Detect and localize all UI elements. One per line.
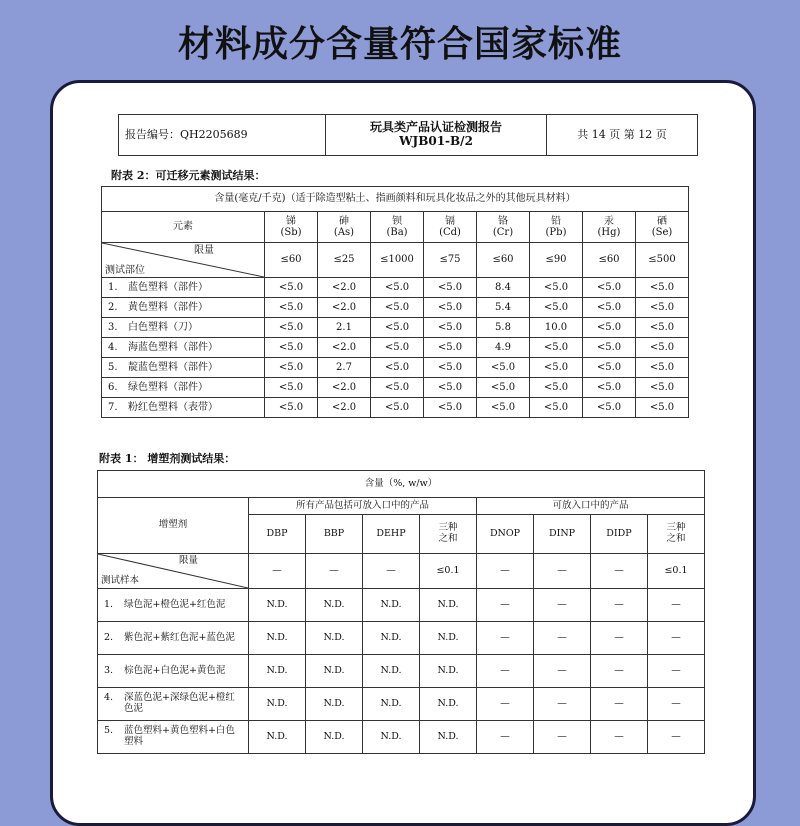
result-value: <5.0	[371, 298, 424, 318]
result-value: N.D.	[420, 622, 477, 655]
result-value: —	[534, 721, 591, 754]
result-value: <5.0	[636, 278, 689, 298]
part-name: 靛蓝色塑料（部件）	[128, 361, 218, 373]
table-row	[102, 278, 689, 298]
plasticizer-limit: —	[534, 554, 591, 589]
element-header	[636, 212, 689, 243]
result-value: <5.0	[583, 318, 636, 338]
element-limit: ≤60	[265, 243, 318, 278]
row-number: 3.	[104, 664, 114, 676]
result-value: 2.7	[318, 358, 371, 378]
page-count: 共 14 页 第 12 页	[547, 115, 698, 156]
table2	[101, 186, 689, 418]
plasticizer-column: BBP	[306, 515, 363, 554]
result-value: <5.0	[583, 298, 636, 318]
report-card	[50, 80, 756, 826]
result-value: N.D.	[363, 622, 420, 655]
sample-name: 绿色泥+橙色泥+红色泥	[124, 598, 226, 610]
result-value: N.D.	[249, 589, 306, 622]
table-row	[102, 358, 689, 378]
result-value: <5.0	[265, 318, 318, 338]
element-limit: ≤75	[424, 243, 477, 278]
table-row	[98, 589, 705, 622]
result-value: <2.0	[318, 278, 371, 298]
result-value: N.D.	[306, 655, 363, 688]
result-value: <5.0	[583, 358, 636, 378]
result-value: <5.0	[530, 298, 583, 318]
result-value: N.D.	[363, 655, 420, 688]
element-name: 镉	[445, 215, 455, 227]
result-value: 10.0	[530, 318, 583, 338]
result-value: N.D.	[420, 589, 477, 622]
plasticizer-limit: ≤0.1	[420, 554, 477, 589]
result-value: 4.9	[477, 338, 530, 358]
row-number: 1.	[104, 598, 114, 610]
group2-header: 可放入口中的产品	[477, 498, 705, 515]
plasticizer-limit: —	[477, 554, 534, 589]
result-value: —	[477, 721, 534, 754]
result-value: 8.4	[477, 278, 530, 298]
test-part	[102, 338, 265, 358]
element-name: 锑	[286, 215, 296, 227]
part-name: 黄色塑料（部件）	[128, 301, 208, 313]
result-value: <5.0	[583, 338, 636, 358]
element-limit: ≤25	[318, 243, 371, 278]
element-name: 汞	[604, 215, 614, 227]
result-value: —	[534, 688, 591, 721]
result-value: <5.0	[265, 398, 318, 418]
result-value: —	[534, 622, 591, 655]
element-symbol: (Sb)	[280, 227, 302, 238]
element-name: 砷	[339, 215, 349, 227]
result-value: <5.0	[530, 398, 583, 418]
result-value: <2.0	[318, 378, 371, 398]
result-value: <2.0	[318, 298, 371, 318]
result-value: N.D.	[306, 589, 363, 622]
test-part	[102, 278, 265, 298]
plasticizer-column: DIDP	[591, 515, 648, 554]
result-value: <5.0	[424, 358, 477, 378]
result-value: <5.0	[371, 358, 424, 378]
element-header	[477, 212, 530, 243]
result-value: —	[648, 655, 705, 688]
result-value: <5.0	[371, 318, 424, 338]
result-value: —	[534, 589, 591, 622]
result-value: —	[591, 721, 648, 754]
row-number: 1.	[108, 281, 118, 293]
element-name: 铬	[498, 215, 508, 227]
result-value: <5.0	[636, 358, 689, 378]
plasticizer-limit: —	[591, 554, 648, 589]
test-sample	[98, 688, 249, 721]
result-value: <5.0	[583, 398, 636, 418]
part-label: 测试部位	[105, 264, 145, 276]
part-name: 白色塑料（刀）	[128, 321, 198, 333]
plasticizer-limit: —	[363, 554, 420, 589]
sample-name: 棕色泥+白色泥+黄色泥	[124, 664, 226, 676]
result-value: N.D.	[363, 721, 420, 754]
plasticizer-column: 三种 之和	[648, 515, 705, 554]
result-value: —	[477, 688, 534, 721]
element-header	[424, 212, 477, 243]
result-value: —	[648, 589, 705, 622]
result-value: —	[477, 655, 534, 688]
limit-part-cell	[102, 243, 265, 278]
result-value: —	[591, 589, 648, 622]
result-value: —	[591, 688, 648, 721]
result-value: <5.0	[636, 398, 689, 418]
element-limit: ≤500	[636, 243, 689, 278]
row-number: 5.	[104, 725, 114, 737]
result-value: N.D.	[420, 655, 477, 688]
element-limit: ≤1000	[371, 243, 424, 278]
part-name: 海蓝色塑料（部件）	[128, 341, 218, 353]
test-part	[102, 318, 265, 338]
table-row	[98, 721, 705, 754]
limit-label: 限量	[194, 245, 214, 256]
result-value: N.D.	[363, 589, 420, 622]
result-value: <5.0	[371, 338, 424, 358]
element-symbol: (Cr)	[492, 227, 514, 238]
result-value: —	[591, 655, 648, 688]
element-symbol: (Hg)	[597, 227, 621, 238]
result-value: —	[534, 655, 591, 688]
result-value: —	[648, 688, 705, 721]
report-number: 报告编号：QH2205689	[119, 115, 326, 156]
element-label: 元素	[102, 212, 265, 243]
result-value: <5.0	[477, 378, 530, 398]
result-value: <5.0	[477, 358, 530, 378]
row-number: 4.	[104, 692, 114, 704]
result-value: N.D.	[249, 721, 306, 754]
limit-label: 限量	[178, 555, 198, 566]
result-value: 5.8	[477, 318, 530, 338]
element-header	[318, 212, 371, 243]
table-row	[102, 298, 689, 318]
report-code: WJB01-B/2	[399, 134, 473, 148]
element-header	[530, 212, 583, 243]
plasticizer-limit: —	[249, 554, 306, 589]
element-symbol: (Se)	[651, 227, 673, 238]
result-value: <2.0	[318, 338, 371, 358]
plasticizer-column: DNOP	[477, 515, 534, 554]
group1-header: 所有产品包括可放入口中的产品	[249, 498, 477, 515]
table2-top-header: 含量(毫克/千克)（适于除造型粘土、指画颜料和玩具化妆品之外的其他玩具材料）	[102, 187, 689, 212]
part-name: 绿色塑料（部件）	[128, 381, 208, 393]
result-value: N.D.	[306, 688, 363, 721]
result-value: N.D.	[306, 622, 363, 655]
row-number: 2.	[108, 301, 118, 313]
result-value: N.D.	[249, 622, 306, 655]
test-sample	[98, 721, 249, 754]
result-value: <5.0	[583, 378, 636, 398]
report-title: 玩具类产品认证检测报告	[369, 120, 502, 135]
result-value: <5.0	[530, 358, 583, 378]
result-value: <5.0	[265, 358, 318, 378]
table-row	[102, 378, 689, 398]
result-value: <5.0	[424, 378, 477, 398]
table1	[97, 470, 705, 754]
sample-name: 蓝色塑料+黄色塑料+白色塑料	[124, 725, 235, 747]
result-value: <5.0	[371, 278, 424, 298]
table-row	[98, 655, 705, 688]
element-header	[265, 212, 318, 243]
plasticizer-label: 增塑剂	[98, 498, 249, 554]
report-title-cell	[326, 115, 547, 156]
result-value: 5.4	[477, 298, 530, 318]
table-row	[102, 318, 689, 338]
result-value: <5.0	[530, 378, 583, 398]
test-part	[102, 378, 265, 398]
result-value: <5.0	[424, 338, 477, 358]
result-value: <2.0	[318, 398, 371, 418]
element-limit: ≤60	[583, 243, 636, 278]
banner-title: 材料成分含量符合国家标准	[177, 23, 622, 65]
sample-label: 测试样本	[101, 575, 140, 587]
test-part	[102, 298, 265, 318]
result-value: <5.0	[636, 338, 689, 358]
result-value: <5.0	[424, 398, 477, 418]
result-value: <5.0	[265, 298, 318, 318]
sample-name: 深蓝色泥+深绿色泥+橙红色泥	[124, 692, 235, 714]
report-header	[118, 114, 698, 156]
result-value: <5.0	[636, 378, 689, 398]
element-limit: ≤90	[530, 243, 583, 278]
result-value: <5.0	[265, 338, 318, 358]
result-value: —	[591, 622, 648, 655]
test-sample	[98, 655, 249, 688]
result-value: 2.1	[318, 318, 371, 338]
table-row	[102, 398, 689, 418]
plasticizer-column: DINP	[534, 515, 591, 554]
plasticizer-column: DEHP	[363, 515, 420, 554]
part-name: 粉红色塑料（表带）	[128, 401, 218, 413]
result-value: <5.0	[371, 398, 424, 418]
plasticizer-limit: ≤0.1	[648, 554, 705, 589]
result-value: <5.0	[371, 378, 424, 398]
row-number: 3.	[108, 321, 118, 333]
table-row	[102, 338, 689, 358]
element-symbol: (Pb)	[545, 227, 567, 238]
plasticizer-column: 三种 之和	[420, 515, 477, 554]
element-name: 钡	[392, 215, 402, 227]
test-sample	[98, 589, 249, 622]
plasticizer-column: DBP	[249, 515, 306, 554]
element-header	[371, 212, 424, 243]
result-value: <5.0	[530, 338, 583, 358]
result-value: N.D.	[306, 721, 363, 754]
element-symbol: (Ba)	[386, 227, 408, 238]
part-name: 蓝色塑料（部件）	[128, 281, 208, 293]
test-part	[102, 398, 265, 418]
result-value: N.D.	[420, 688, 477, 721]
result-value: —	[477, 622, 534, 655]
table-row	[98, 622, 705, 655]
sample-name: 紫色泥+紫红色泥+蓝色泥	[124, 631, 235, 643]
result-value: <5.0	[424, 278, 477, 298]
result-value: N.D.	[363, 688, 420, 721]
table1-caption: 附表 1： 增塑剂测试结果：	[99, 452, 236, 465]
test-part	[102, 358, 265, 378]
result-value: —	[648, 721, 705, 754]
result-value: N.D.	[420, 721, 477, 754]
result-value: <5.0	[424, 318, 477, 338]
row-number: 2.	[104, 631, 114, 643]
result-value: N.D.	[249, 655, 306, 688]
result-value: —	[477, 589, 534, 622]
element-symbol: (As)	[333, 227, 355, 238]
table1-top-header: 含量（%, w/w）	[98, 471, 705, 498]
test-sample	[98, 622, 249, 655]
row-number: 5.	[108, 361, 118, 373]
result-value: <5.0	[265, 278, 318, 298]
result-value: <5.0	[530, 278, 583, 298]
row-number: 6.	[108, 381, 118, 393]
limit-sample-cell	[98, 554, 249, 589]
result-value: <5.0	[424, 298, 477, 318]
element-limit: ≤60	[477, 243, 530, 278]
result-value: <5.0	[477, 398, 530, 418]
result-value: —	[648, 622, 705, 655]
result-value: <5.0	[636, 298, 689, 318]
result-value: N.D.	[249, 688, 306, 721]
row-number: 4.	[108, 341, 118, 353]
element-name: 铅	[551, 215, 561, 227]
plasticizer-limit: —	[306, 554, 363, 589]
element-symbol: (Cd)	[439, 227, 461, 238]
result-value: <5.0	[265, 378, 318, 398]
table-row	[98, 688, 705, 721]
row-number: 7.	[108, 401, 118, 413]
element-header	[583, 212, 636, 243]
result-value: <5.0	[583, 278, 636, 298]
table2-caption: 附表 2：可迁移元素测试结果：	[111, 169, 266, 182]
element-name: 硒	[657, 215, 667, 227]
result-value: <5.0	[636, 318, 689, 338]
